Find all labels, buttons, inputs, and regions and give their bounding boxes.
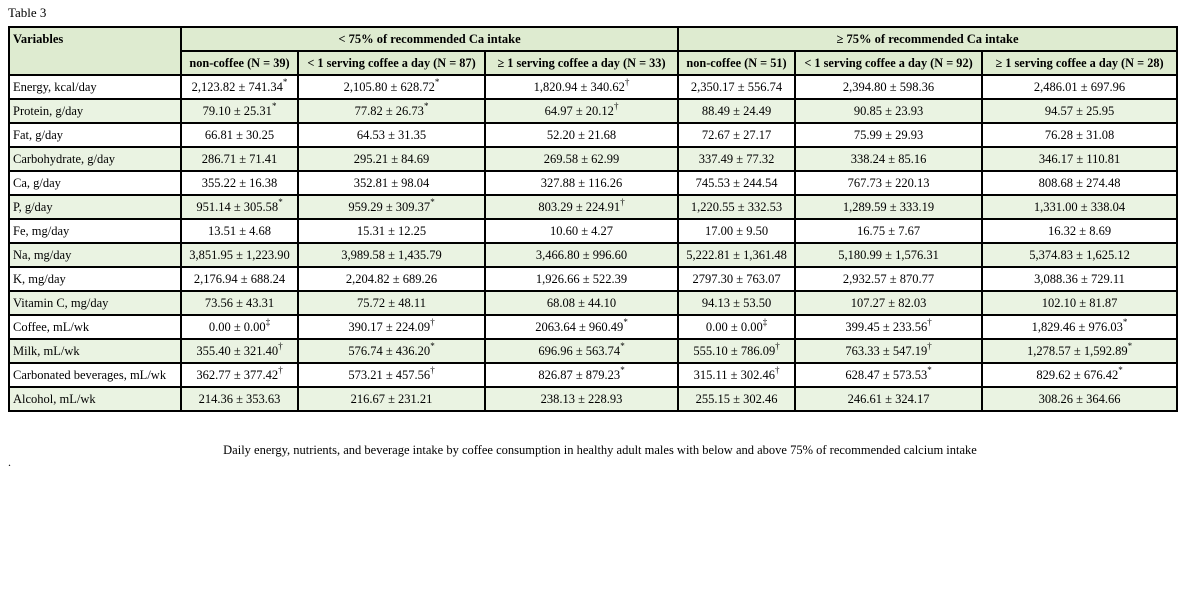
cell-value: 338.24 ± 85.16	[850, 152, 927, 166]
significance-marker: *	[927, 365, 932, 375]
table-cell	[181, 291, 298, 315]
table-row	[9, 291, 1177, 315]
table-cell	[678, 75, 795, 99]
cell-value: 951.14 ± 305.58	[196, 200, 279, 214]
significance-marker: †	[278, 341, 283, 351]
table-row	[9, 363, 1177, 387]
table-cell	[298, 75, 485, 99]
cell-value: 803.29 ± 224.91	[538, 200, 621, 214]
table-cell	[485, 195, 678, 219]
table-cell	[982, 75, 1177, 99]
cell-value: 352.81 ± 98.04	[353, 176, 430, 190]
table-cell	[181, 219, 298, 243]
table-cell	[298, 387, 485, 411]
cell-value: 94.13 ± 53.50	[701, 296, 772, 310]
table-cell	[795, 243, 982, 267]
significance-marker: †	[775, 341, 780, 351]
significance-marker: *	[620, 365, 625, 375]
table-cell	[678, 315, 795, 339]
cell-value: 696.96 ± 563.74	[538, 344, 621, 358]
cell-value: 1,926.66 ± 522.39	[535, 272, 628, 286]
table-row	[9, 123, 1177, 147]
table-cell	[181, 123, 298, 147]
significance-marker: ‡	[762, 317, 768, 327]
group-header-below-75: < 75% of recommended Ca intake	[181, 27, 678, 51]
table-cell	[181, 315, 298, 339]
significance-marker: *	[278, 197, 283, 207]
significance-marker: *	[620, 341, 625, 351]
table-cell	[678, 171, 795, 195]
significance-marker: *	[1118, 365, 1123, 375]
cell-value: 2,176.94 ± 688.24	[193, 272, 286, 286]
table-label: Table 3	[8, 5, 47, 20]
cell-value: 2,204.82 ± 689.26	[345, 272, 438, 286]
significance-marker: *	[282, 77, 288, 87]
cell-value: 15.31 ± 12.25	[356, 224, 427, 238]
intake-table	[8, 26, 1178, 412]
table-cell	[485, 387, 678, 411]
table-cell	[298, 195, 485, 219]
table-row	[9, 243, 1177, 267]
cell-value: 576.74 ± 436.20	[348, 344, 431, 358]
group-header-above-75: ≥ 75% of recommended Ca intake	[678, 27, 1177, 51]
cell-value: 0.00 ± 0.00	[705, 320, 763, 334]
table-cell	[485, 123, 678, 147]
cell-value: 64.53 ± 31.35	[356, 128, 427, 142]
cell-value: 2,350.17 ± 556.74	[690, 80, 783, 94]
table-body	[9, 75, 1177, 411]
cell-value: 1,820.94 ± 340.62	[533, 80, 625, 94]
significance-marker: *	[430, 341, 435, 351]
table-cell	[795, 387, 982, 411]
cell-value: 94.57 ± 25.95	[1044, 104, 1115, 118]
cell-value: 269.58 ± 62.99	[543, 152, 620, 166]
significance-marker: †	[613, 101, 619, 111]
row-label: P, g/day	[9, 195, 181, 219]
column-header: < 1 serving coffee a day (N = 92)	[795, 51, 982, 75]
table-cell	[795, 291, 982, 315]
significance-marker: ‡	[265, 317, 271, 327]
row-label: Na, mg/day	[9, 243, 181, 267]
cell-value: 68.08 ± 44.10	[546, 296, 617, 310]
significance-marker: †	[430, 365, 435, 375]
row-label: Energy, kcal/day	[9, 75, 181, 99]
significance-marker: *	[623, 317, 628, 327]
table-cell	[181, 387, 298, 411]
cell-value: 1,289.59 ± 333.19	[842, 200, 935, 214]
significance-marker: *	[271, 101, 277, 111]
significance-marker: †	[927, 341, 932, 351]
table-row	[9, 195, 1177, 219]
table-row	[9, 99, 1177, 123]
table-cell	[181, 75, 298, 99]
table-cell	[181, 99, 298, 123]
cell-value: 826.87 ± 879.23	[538, 368, 621, 382]
cell-value: 390.17 ± 224.09	[348, 320, 431, 334]
table-cell	[678, 99, 795, 123]
cell-value: 829.62 ± 676.42	[1036, 368, 1119, 382]
row-label: Alcohol, mL/wk	[9, 387, 181, 411]
significance-marker: †	[620, 197, 625, 207]
variables-header: Variables	[9, 27, 181, 75]
cell-value: 959.29 ± 309.37	[348, 200, 431, 214]
cell-value: 3,851.95 ± 1,223.90	[189, 248, 290, 262]
column-header: ≥ 1 serving coffee a day (N = 33)	[485, 51, 678, 75]
table-cell	[795, 195, 982, 219]
table-cell	[982, 219, 1177, 243]
cell-value: 767.73 ± 220.13	[847, 176, 930, 190]
cell-value: 76.28 ± 31.08	[1044, 128, 1115, 142]
table-cell	[982, 291, 1177, 315]
table-cell	[298, 339, 485, 363]
table-cell	[982, 387, 1177, 411]
column-header: ≥ 1 serving coffee a day (N = 28)	[982, 51, 1177, 75]
row-label: Milk, mL/wk	[9, 339, 181, 363]
table-cell	[795, 219, 982, 243]
table-cell	[485, 243, 678, 267]
cell-value: 5,180.99 ± 1,576.31	[838, 248, 939, 262]
significance-marker: †	[624, 77, 630, 87]
table-cell	[181, 243, 298, 267]
cell-value: 1,220.55 ± 332.53	[690, 200, 783, 214]
table-cell	[678, 363, 795, 387]
table-cell	[298, 267, 485, 291]
cell-value: 79.10 ± 25.31	[202, 104, 272, 118]
cell-value: 64.97 ± 20.12	[544, 104, 614, 118]
table-cell	[678, 267, 795, 291]
table-cell	[298, 363, 485, 387]
table-cell	[678, 147, 795, 171]
table-cell	[982, 243, 1177, 267]
cell-value: 13.51 ± 4.68	[207, 224, 272, 238]
cell-value: 355.40 ± 321.40	[196, 344, 279, 358]
table-cell	[181, 147, 298, 171]
cell-value: 295.21 ± 84.69	[353, 152, 430, 166]
cell-value: 255.15 ± 302.46	[695, 392, 778, 406]
column-header: non-coffee (N = 39)	[181, 51, 298, 75]
cell-value: 52.20 ± 21.68	[546, 128, 617, 142]
table-row	[9, 267, 1177, 291]
cell-value: 75.99 ± 29.93	[853, 128, 924, 142]
table-cell	[795, 315, 982, 339]
cell-value: 808.68 ± 274.48	[1038, 176, 1121, 190]
table-cell	[982, 267, 1177, 291]
significance-marker: †	[278, 365, 283, 375]
cell-value: 2,105.80 ± 628.72	[343, 80, 435, 94]
column-header: non-coffee (N = 51)	[678, 51, 795, 75]
table-cell	[982, 195, 1177, 219]
cell-value: 5,222.81 ± 1,361.48	[686, 248, 787, 262]
cell-value: 90.85 ± 23.93	[853, 104, 924, 118]
header-row-groups	[9, 27, 1177, 51]
table-cell	[678, 291, 795, 315]
cell-value: 3,466.80 ± 996.60	[535, 248, 628, 262]
column-header: < 1 serving coffee a day (N = 87)	[298, 51, 485, 75]
row-label: Fat, g/day	[9, 123, 181, 147]
table-cell	[298, 291, 485, 315]
table-cell	[485, 363, 678, 387]
cell-value: 2,932.57 ± 870.77	[842, 272, 935, 286]
table-cell	[298, 219, 485, 243]
table-cell	[795, 147, 982, 171]
table-cell	[298, 147, 485, 171]
table-cell	[982, 171, 1177, 195]
table-cell	[795, 75, 982, 99]
header-row-columns	[9, 51, 1177, 75]
cell-value: 75.72 ± 48.11	[357, 296, 426, 310]
cell-value: 555.10 ± 786.09	[693, 344, 776, 358]
significance-marker: *	[1122, 317, 1128, 327]
table-cell	[795, 339, 982, 363]
cell-value: 5,374.83 ± 1,625.12	[1029, 248, 1130, 262]
table-cell	[678, 195, 795, 219]
cell-value: 66.81 ± 30.25	[204, 128, 275, 142]
table-row	[9, 339, 1177, 363]
cell-value: 346.17 ± 110.81	[1038, 152, 1121, 166]
cell-value: 337.49 ± 77.32	[698, 152, 775, 166]
table-cell	[795, 123, 982, 147]
cell-value: 73.56 ± 43.31	[204, 296, 275, 310]
cell-value: 355.22 ± 16.38	[201, 176, 278, 190]
cell-value: 327.88 ± 116.26	[540, 176, 623, 190]
cell-value: 102.10 ± 81.87	[1041, 296, 1118, 310]
cell-value: 573.21 ± 457.56	[348, 368, 431, 382]
table-cell	[982, 339, 1177, 363]
cell-value: 2,123.82 ± 741.34	[191, 80, 283, 94]
row-label: Vitamin C, mg/day	[9, 291, 181, 315]
row-label: Ca, g/day	[9, 171, 181, 195]
table-cell	[181, 363, 298, 387]
table-cell	[678, 219, 795, 243]
table-row	[9, 75, 1177, 99]
significance-marker: *	[434, 77, 440, 87]
cell-value: 362.77 ± 377.42	[196, 368, 279, 382]
table-cell	[181, 195, 298, 219]
cell-value: 286.71 ± 71.41	[201, 152, 278, 166]
table-cell	[181, 267, 298, 291]
cell-value: 10.60 ± 4.27	[549, 224, 614, 238]
cell-value: 3,989.58 ± 1,435.79	[341, 248, 442, 262]
table-cell	[298, 123, 485, 147]
table-cell	[982, 363, 1177, 387]
table-row	[9, 171, 1177, 195]
table-cell	[485, 147, 678, 171]
cell-value: 107.27 ± 82.03	[850, 296, 927, 310]
cell-value: 399.45 ± 233.56	[845, 320, 928, 334]
trailing-dot: .	[8, 455, 11, 469]
significance-marker: *	[423, 101, 429, 111]
table-cell	[795, 363, 982, 387]
table-cell	[485, 315, 678, 339]
cell-value: 238.13 ± 228.93	[540, 392, 623, 406]
table-cell	[678, 387, 795, 411]
significance-marker: *	[1127, 341, 1133, 351]
cell-value: 2,394.80 ± 598.36	[842, 80, 935, 94]
cell-value: 72.67 ± 27.17	[701, 128, 772, 142]
table-cell	[485, 75, 678, 99]
cell-value: 745.53 ± 244.54	[695, 176, 778, 190]
table-cell	[982, 147, 1177, 171]
cell-value: 628.47 ± 573.53	[845, 368, 928, 382]
table-cell	[795, 99, 982, 123]
cell-value: 88.49 ± 24.49	[701, 104, 772, 118]
table-cell	[181, 171, 298, 195]
cell-value: 3,088.36 ± 729.11	[1034, 272, 1125, 286]
cell-value: 1,278.57 ± 1,592.89	[1026, 344, 1128, 358]
table-cell	[982, 315, 1177, 339]
row-label: Fe, mg/day	[9, 219, 181, 243]
cell-value: 1,331.00 ± 338.04	[1033, 200, 1126, 214]
row-label: Coffee, mL/wk	[9, 315, 181, 339]
table-row	[9, 219, 1177, 243]
table-row	[9, 315, 1177, 339]
table-cell	[678, 123, 795, 147]
significance-marker: †	[430, 317, 435, 327]
table-cell	[485, 291, 678, 315]
table-caption: Daily energy, nutrients, and beverage intake by coffee consumption in healthy adult males with below and above 75% of recommended calcium intake	[223, 443, 977, 457]
cell-value: 16.75 ± 7.67	[856, 224, 921, 238]
cell-value: 1,829.46 ± 976.03	[1031, 320, 1123, 334]
table-cell	[181, 339, 298, 363]
table-cell	[678, 243, 795, 267]
table-cell	[298, 243, 485, 267]
table-cell	[795, 267, 982, 291]
table-cell	[982, 123, 1177, 147]
table-cell	[485, 171, 678, 195]
cell-value: 246.61 ± 324.17	[847, 392, 930, 406]
cell-value: 2063.64 ± 960.49	[535, 320, 624, 334]
cell-value: 17.00 ± 9.50	[704, 224, 769, 238]
significance-marker: †	[774, 365, 780, 375]
cell-value: 77.82 ± 26.73	[354, 104, 424, 118]
table-cell	[678, 339, 795, 363]
cell-value: 0.00 ± 0.00	[208, 320, 266, 334]
cell-value: 315.11 ± 302.46	[693, 368, 775, 382]
cell-value: 763.33 ± 547.19	[845, 344, 928, 358]
cell-value: 214.36 ± 353.63	[198, 392, 281, 406]
table-row	[9, 387, 1177, 411]
table-cell	[485, 219, 678, 243]
table-row	[9, 147, 1177, 171]
row-label: K, mg/day	[9, 267, 181, 291]
table-cell	[485, 267, 678, 291]
row-label: Carbonated beverages, mL/wk	[9, 363, 181, 387]
cell-value: 16.32 ± 8.69	[1047, 224, 1112, 238]
table-cell	[485, 99, 678, 123]
row-label: Carbohydrate, g/day	[9, 147, 181, 171]
significance-marker: †	[927, 317, 932, 327]
table-cell	[298, 99, 485, 123]
cell-value: 2797.30 ± 763.07	[692, 272, 781, 286]
row-label: Protein, g/day	[9, 99, 181, 123]
table-cell	[298, 171, 485, 195]
table-cell	[982, 99, 1177, 123]
table-cell	[795, 171, 982, 195]
cell-value: 308.26 ± 364.66	[1038, 392, 1121, 406]
significance-marker: *	[430, 197, 435, 207]
table-cell	[485, 339, 678, 363]
table-cell	[298, 315, 485, 339]
cell-value: 216.67 ± 231.21	[350, 392, 433, 406]
cell-value: 2,486.01 ± 697.96	[1033, 80, 1126, 94]
